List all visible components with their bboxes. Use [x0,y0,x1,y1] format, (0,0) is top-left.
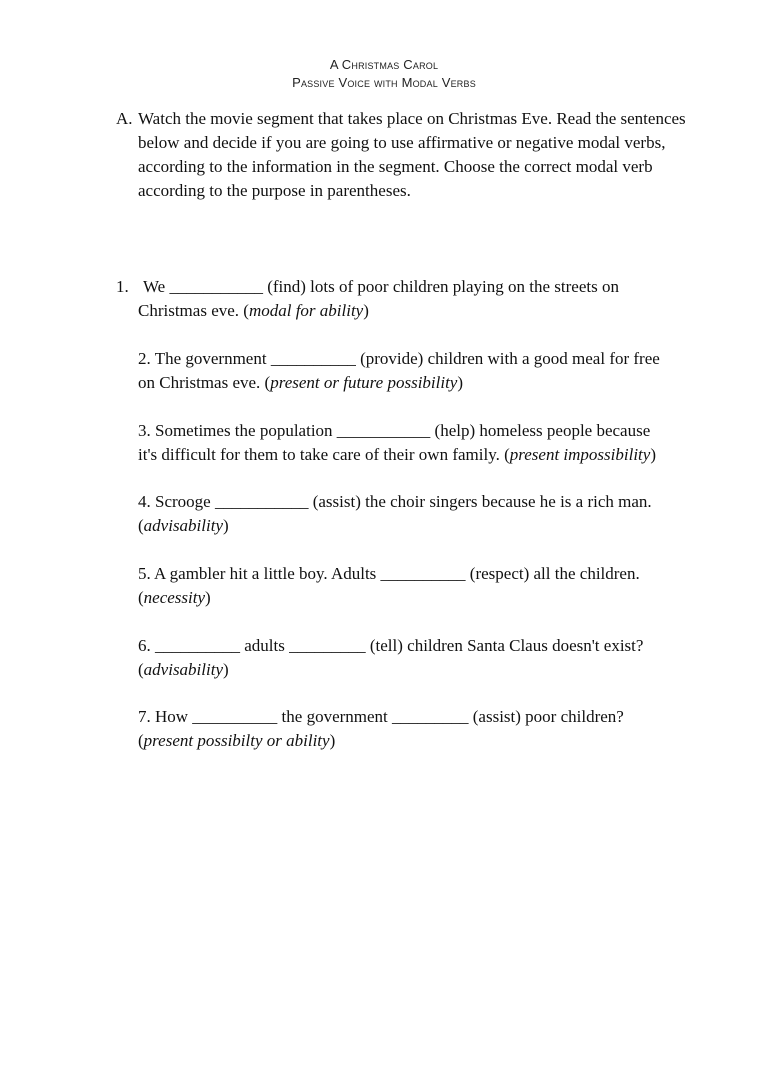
question-hint: necessity [143,588,206,607]
question-text: 3. Sometimes the population ___________ (help) homeless people because [138,421,651,440]
document-subtitle: Passive Voice with Modal Verbs [292,75,476,90]
instructions-section [116,107,706,203]
question-hint-line: (present possibilty or ability) [138,731,336,750]
question-1 [116,275,706,323]
question-hint: present possibilty or ability [143,731,330,750]
question-text: 2. The government __________ (provide) children with a good meal for free [138,349,660,368]
question-hint-line: (advisability) [138,516,229,535]
question-5 [138,562,708,610]
question-hint-line: (advisability) [138,660,229,679]
question-7 [138,705,708,753]
document-header [0,56,768,92]
question-text: 6. __________ adults _________ (tell) children Santa Claus doesn't exist? [138,636,644,655]
question-text: 4. Scrooge ___________ (assist) the choir singers because he is a rich man. [138,492,652,511]
question-hint-line: it's difficult for them to take care of their own family. (present impossibility) [138,445,656,464]
question-text: 7. How __________ the government _________ (assist) poor children? [138,707,624,726]
instructions-text: Watch the movie segment that takes place on Christmas Eve. Read the sentences below and decide if you are going to use affirmative or negative modal verbs, according to the information in the segment. Choose the correct modal verb according to the purpose in parentheses. [138,109,686,200]
question-hint: advisability [143,660,223,679]
question-number: 1. [116,277,129,296]
section-label: A. [116,109,133,128]
question-hint: advisability [143,516,223,535]
document-title: A Christmas Carol [329,57,439,72]
question-hint-line: (necessity) [138,588,211,607]
question-hint: modal for ability [248,301,364,320]
question-3 [138,419,708,467]
question-hint-line: Christmas eve. (modal for ability) [138,301,369,320]
question-text: 5. A gambler hit a little boy. Adults __________ (respect) all the children. [138,564,640,583]
question-6 [138,634,708,682]
question-hint-line: on Christmas eve. (present or future possibility) [138,373,464,392]
question-4 [138,490,708,538]
question-text: We ___________ (find) lots of poor children playing on the streets on [143,277,619,296]
question-hint: present or future possibility [270,373,458,392]
question-2 [138,347,708,395]
question-hint: present impossibility [509,445,651,464]
